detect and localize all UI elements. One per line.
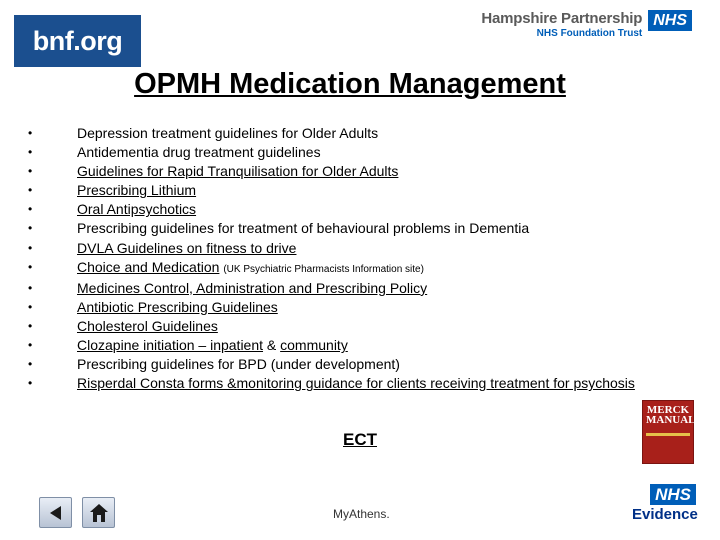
medication-list [28, 124, 648, 393]
bullet-icon: • [28, 126, 33, 140]
item-note: (UK Psychiatric Pharmacists Information site) [223, 263, 424, 275]
bullet-icon: • [28, 183, 33, 198]
ect-link[interactable]: ECT [343, 430, 377, 449]
list-item [28, 181, 648, 200]
bullet-icon: • [28, 338, 33, 353]
dvla-guidelines-link[interactable]: DVLA Guidelines on fitness to drive [77, 239, 297, 256]
clozapine-community-link[interactable]: community [280, 337, 348, 354]
evidence-label: Evidence [632, 506, 698, 523]
bullet-icon: • [28, 318, 33, 333]
risperdal-consta-link[interactable]: Risperdal Consta forms &monitoring guidance for clients receiving treatment for psychosis [77, 375, 635, 392]
bullet-icon: • [28, 259, 33, 274]
merck-title: MERCK MANUAL [646, 404, 696, 426]
oral-antipsychotics-link[interactable]: Oral Antipsychotics [77, 201, 197, 218]
bullet-icon: • [28, 376, 33, 391]
bullet-icon: • [28, 357, 33, 372]
prescribing-lithium-link[interactable]: Prescribing Lithium [77, 182, 197, 199]
list-item [28, 219, 648, 238]
bullet-icon: • [28, 280, 33, 295]
item-text: Antidementia drug treatment guidelines [77, 144, 321, 161]
partner-name: Hampshire Partnership [481, 10, 643, 27]
rapid-tranquilisation-link[interactable]: Guidelines for Rapid Tranquilisation for Older Adults [77, 163, 399, 180]
cholesterol-guidelines-link[interactable]: Cholesterol Guidelines [77, 317, 218, 334]
item-text: Prescribing guidelines for treatment of behavioural problems in Dementia [77, 220, 530, 237]
ampersand: & [266, 337, 277, 354]
back-arrow-icon [46, 503, 66, 523]
bullet-icon: • [28, 164, 33, 179]
item-text: Prescribing guidelines for BPD (under development) [77, 356, 400, 373]
back-button[interactable] [39, 497, 72, 528]
page-title: OPMH Medication Management [134, 68, 566, 100]
nhs-badge: NHS [648, 10, 692, 31]
bullet-icon: • [28, 240, 33, 255]
bullet-icon: • [28, 221, 33, 236]
list-item [28, 279, 648, 298]
merck-manual-cover[interactable] [642, 400, 694, 464]
bullet-icon: • [28, 299, 33, 314]
merck-band [646, 433, 690, 436]
list-item [28, 317, 648, 336]
list-item [28, 124, 648, 143]
myathens-logo[interactable]: MyAthens. [333, 507, 390, 521]
nhs-evidence-logo[interactable] [632, 484, 696, 524]
bullet-icon: • [28, 202, 33, 217]
list-item [28, 200, 648, 219]
bullet-icon: • [28, 145, 33, 160]
list-item [28, 239, 648, 258]
bnf-logo[interactable]: bnf.org [14, 15, 141, 67]
list-item [28, 355, 648, 374]
choice-and-medication-link[interactable]: Choice and Medication [77, 258, 220, 275]
antibiotic-guidelines-link[interactable]: Antibiotic Prescribing Guidelines [77, 298, 278, 315]
list-item [28, 162, 648, 181]
clozapine-inpatient-link[interactable]: Clozapine initiation – inpatient [77, 337, 264, 354]
hampshire-partnership-logo [481, 10, 692, 42]
list-item [28, 336, 648, 355]
list-item [28, 374, 648, 393]
home-button[interactable] [82, 497, 115, 528]
partner-trust: NHS Foundation Trust [536, 28, 643, 39]
nhs-evidence-badge: NHS [650, 484, 696, 505]
list-item [28, 298, 648, 317]
medicines-control-link[interactable]: Medicines Control, Administration and Prescribing Policy [77, 279, 428, 296]
item-text: Depression treatment guidelines for Older Adults [77, 125, 379, 141]
home-icon [88, 502, 110, 524]
list-item [28, 258, 648, 279]
list-item [28, 143, 648, 162]
